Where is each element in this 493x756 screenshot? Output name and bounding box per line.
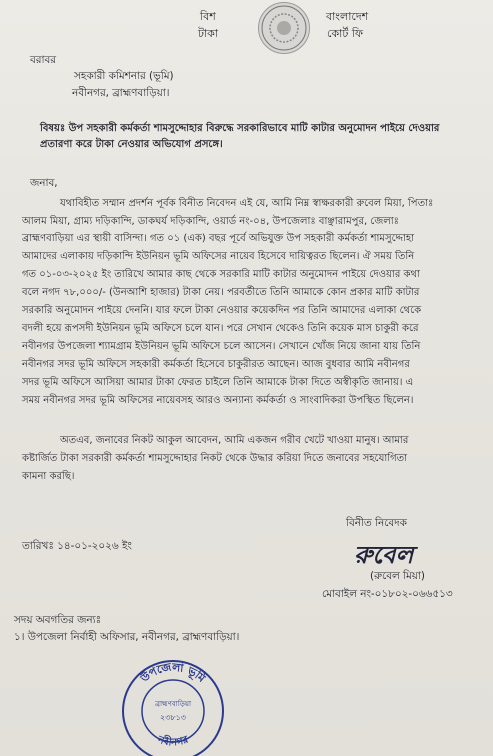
copy-item: ১। উপজেলা নির্বাহী অফিসার, নবীনগর, ব্রাহ্মণবাড়িয়া। xyxy=(14,631,240,643)
body-line: আমাদের এলাকায় দড়িকান্দি ইউনিয়ন ভূমি অফিসের নায়েব হিসেবে দায়িত্বরত ছিলেন। ঐ সময় তিনি xyxy=(22,251,415,262)
body-line: নবীনগর সদর ভূমি অফিসে সহকারী কর্মকর্তা হিসেবে চাকুরীরত আছেন। আজ বুধবার আমি নবীনগর xyxy=(22,359,410,370)
body-line: সময় নবীনগর সদর ভূমি অফিসের নায়েবসহ আরও অন্যান্য কর্মকর্তা ও সাংবাদিকরা উপস্থিত ছিলেন। xyxy=(22,395,414,406)
stamp-right-line1: বাংলাদেশ xyxy=(326,10,369,23)
stamp-right-line2: কোর্ট ফি xyxy=(327,27,364,40)
salutation: জনাব, xyxy=(30,177,58,189)
body-line: আলম মিয়া, গ্রাম্য দড়িকান্দি, ডাকঘর্য দড়িকান্দি, ওয়ার্ড নং-০৪, উপজেলাঃ বাঞ্ছারামপুর, জেলাঃ xyxy=(22,216,399,227)
closing-line: কষ্টার্জিত টাকা সরকারী কর্মকর্তা শামসুদ্দোহার নিকট থেকে উদ্ধার করিয়া দিতে জনাবের সহযোগিতা xyxy=(22,453,408,464)
signature-label: বিনীত নিবেদক xyxy=(346,517,407,529)
body-line: বদলী হয়ে রূপসদী ইউনিয়ন ভূমি অফিসে চলে যান। পরে সেখান থেকেও তিনি কয়েক মাস চাকুরী করে xyxy=(22,323,419,334)
seal-number-text: ২৩৮১৩ xyxy=(160,713,186,722)
body-line: গত ০১-০৩-২০২৫ ইং তারিখে আমার কাছ থেকে সরকারি মাটি কাটার অনুমোদন পাইয়ে দেওয়ার কথা xyxy=(22,269,420,280)
seal-center-text: ব্রাহ্মণবাড়িয়া xyxy=(154,700,192,708)
official-seal xyxy=(118,656,228,756)
body-line: সদর ভূমি অফিসে আসিয়া আমার টাকা ফেরত চাইলে তিনি আমাকে টাকা দিতে অস্বীকৃতি জানায়। এ xyxy=(22,377,414,388)
date-line: তারিখঃ ১৪-০১-২০২৬ ইং xyxy=(22,540,132,552)
svg-text:উপজেলা ভূমি xyxy=(137,660,209,685)
subject-line2: প্রতারণা করে টাকা নেওয়ার অভিযোগ প্রসঙ্গে। xyxy=(40,139,223,150)
stamp-left-line1: বিশ xyxy=(200,10,216,23)
seal-top-text: উপজেলা ভূমি xyxy=(138,660,208,685)
handwritten-signature: রুবেল xyxy=(354,540,414,569)
body-line: নবীনগর উপজেলা শ্যামগ্রাম ইউনিয়ন ভূমি অফিসে চলে আসেন। সেখানে খোঁজ নিয়ে জানা যায় তিনি xyxy=(22,341,421,352)
court-fee-emblem xyxy=(258,2,310,54)
to-line1: সহকারী কমিশনার (ভূমি) xyxy=(74,70,174,82)
stamp-left-line2: টাকা xyxy=(198,27,219,40)
copy-label: সদয় অবগতির জন্যঃ xyxy=(14,614,102,626)
svg-text:নবীনগর xyxy=(155,733,190,748)
closing-line: কামনা করছি। xyxy=(22,471,75,482)
body-line: বলে নগদ ৭৮,০০০/- (উনআশি হাজার) টাকা নেয়। পরবর্তীতে তিনি আমাকে কোন প্রকার মাটি কাটার xyxy=(22,287,420,298)
seal-bottom-text: নবীনগর xyxy=(156,734,190,749)
body-line: ব্রাহ্মণবাড়িয়া এর স্থায়ী বাসিন্দা। গত ০১ (এক) বছর পূর্বে অভিযুক্ত উপ সহকারী কর্মকর্তা শামসুদ্দোহা xyxy=(22,233,415,244)
to-line2: নবীনগর, ব্রাহ্মণবাড়িয়া। xyxy=(72,87,170,99)
subject-line1: বিষয়ঃ উপ সহকারী কর্মকর্তা শামসুদ্দোহার বিরুদ্ধে সরকারিভাবে মাটি কাটার অনুমোদন পাইয়ে দেওয়ার xyxy=(40,123,440,134)
signer-mobile: মোবাইল নং-০১৮০২-০৬৬৫১৩ xyxy=(322,588,453,600)
body-line: সরকারি অনুমোদন পাইয়ে দেননি। যার ফলে টাকা নেওয়ার কয়েকদিন পর তিনি আমাদের এলাকা থেকে xyxy=(22,305,422,316)
to-label: বরাবর xyxy=(30,54,57,66)
signer-name: (রুবেল মিয়া) xyxy=(370,570,425,582)
body-line: যথাবিহীত সম্মান প্রদর্শন পূর্বক বিনীত নিবেদন এই যে, আমি নিম্ন স্বাক্ষরকারী রুবেল মিয়া, পিতাঃ xyxy=(60,198,434,209)
closing-line: অতএব, জনাবের নিকট আকুল আবেদন, আমি একজন গরীব খেটে খাওয়া মানুষ। আমার xyxy=(60,435,409,446)
